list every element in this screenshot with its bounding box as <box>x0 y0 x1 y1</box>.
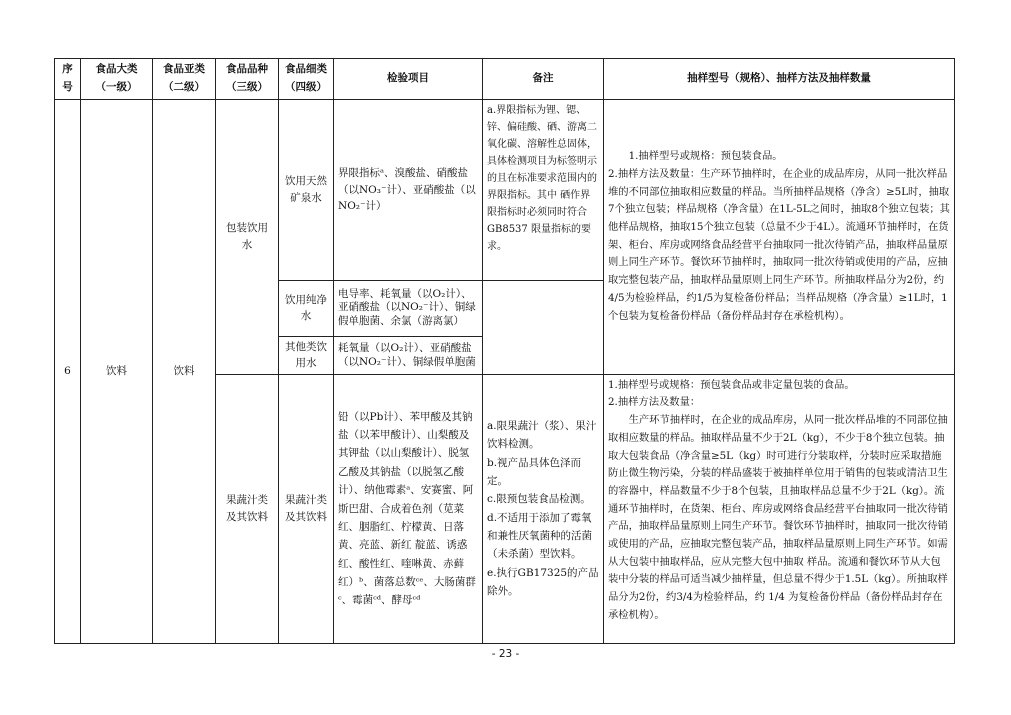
juice-sampling-line-1: 1.抽样型号或规格：预包装食品或非定量包装的食品。 <box>608 378 855 391</box>
header-row <box>55 59 955 100</box>
juice-sampling <box>604 374 955 643</box>
water-remarks: a.界限指标为锂、锶、锌、偏硅酸、硒、游离二氧化碳、溶解性总固体，具体检测项目为标签明示的且在标准要求范围内的界限指标。其中 硒作界限指标时必须同时符合 GB8537 限量指标的要求。 <box>483 99 604 280</box>
category-1-cell: 饮料 <box>81 99 153 643</box>
sampling-table <box>54 58 955 644</box>
juice-category-4-cell: 果蔬汁类 及其饮料 <box>279 374 334 643</box>
purified-water-cell: 饮用纯净 水 <box>279 280 334 336</box>
purified-water-items: 电导率、耗氧量（以O₂计）、亚硝酸盐（以NO₂⁻计）、铜绿假单胞菌、余氯（游离氯） <box>334 280 483 336</box>
water-category-3-cell: 包装饮用 水 <box>216 99 279 374</box>
header-test-items: 检验项目 <box>334 59 483 100</box>
category-2-cell: 饮料 <box>153 99 216 643</box>
other-water-items: 耗氧量（以O₂计）、亚硝酸盐（以NO₂⁻计）、铜绿假单胞菌 <box>334 336 483 374</box>
mineral-water-cell: 饮用天然 矿泉水 <box>279 99 334 280</box>
header-category-2: 食品亚类 （二级） <box>153 59 216 100</box>
water-remarks-empty <box>483 280 604 374</box>
juice-sampling-line-3: 生产环节抽样时，在企业的成品库房，从同一批次样品堆的不同部位抽取相应数量的样品。抽取样品量不少于2L（kg），不少于8个独立包装。抽取大包装食品（净含量≥5L（kg）时可进行分装取样，分装时应采取措施防止微生物污染，分装的样品盛装于被抽样单位用于销售的包装或清洁卫生的容器中，样品数量不少于8个包装，且抽取样品总量不少于2L（kg）。流通环节抽样时，在货架、柜台、库房或网络食品经营平台抽取同一批次待销产品，抽取样品量原则上同生产环节。餐饮环节抽样时，抽取同一批次待销或使用的产品，应抽取完整包装产品，抽取样品量原则上同生产环节。如需从大包装中抽取样品，应从完整大包中抽取 样品。流通和餐饮环节从大包装中分装的样品可适当减少抽样量，但总量不得少于1.5L（kg）。所抽取样品分为2份，约3/4为检验样品，约 1/4 为复检备份样品（备份样品封存在承检机构）。 <box>608 414 948 621</box>
header-remarks: 备注 <box>483 59 604 100</box>
juice-remarks: a.限果蔬汁（浆）、果汁饮料检测。 b.视产品具体色泽而定。 c.限预包装食品检测。 d.不适用于添加了霉氧和兼性厌氧菌种的活菌（未杀菌）型饮料。 e.执行GB17325的产品除外。 <box>483 374 604 643</box>
other-water-cell: 其他类饮 用水 <box>279 336 334 374</box>
header-category-1: 食品大类 （一级） <box>81 59 153 100</box>
header-category-4: 食品细类 （四级） <box>279 59 334 100</box>
juice-items: 铅（以Pb计）、苯甲酸及其钠盐（以苯甲酸计）、山梨酸及其钾盐（以山梨酸计）、脱氢乙酸及其钠盐（以脱氢乙酸计）、纳他霉素ᵃ、安赛蜜、阿斯巴甜、合成着色剂（苋菜红、胭脂红、柠檬黄、日落黄、亮蓝、新红 靛蓝、诱惑红、酸性红、喹啉黄、赤藓红）ᵇ、菌落总数ᶜᵉ、大肠菌群ᶜ、霉菌ᶜᵈ、酵母ᶜᵈ <box>334 374 483 643</box>
juice-category-3-cell: 果蔬汁类 及其饮料 <box>216 374 279 643</box>
juice-sampling-line-2: 2.抽样方法及数量： <box>608 396 701 409</box>
header-no: 序 号 <box>55 59 81 100</box>
mineral-water-items: 界限指标ᵃ、溴酸盐、硝酸盐（以NO₃⁻计）、亚硝酸盐（以NO₂⁻计） <box>334 99 483 280</box>
header-sampling: 抽样型号（规格）、抽样方法及抽样数量 <box>604 59 955 100</box>
header-category-3: 食品品种 （三级） <box>216 59 279 100</box>
table-row <box>55 99 955 280</box>
row-number: 6 <box>55 99 81 643</box>
water-sampling: 1.抽样型号或规格：预包装食品。 2.抽样方法及数量：生产环节抽样时，在企业的成品库房，从同一批次样品堆的不同部位抽取相应数量的样品。当所抽样品规格（净含）≥5L时，抽取7个独立包装；样品规格（净含量）在1L-5L之间时，抽取8个独立包装；其他样品规格，抽取15个独立包装（总量不少于4L）。流通环节抽样时，在货架、柜台、库房或网络食品经营平台抽取同一批次待销产品，抽取样品量原则上同生产环节。餐饮环节抽样时，抽取同一批次待销或使用的产品，应抽取完整包装产品，抽取样品量原则上同生产环节。所抽取样品分为2份，约4/5为检验样品，约1/5为复检备份样品；当样品规格（净含量）≥1L时，1个包装为复检备份样品（备份样品封存在承检机构）。 <box>604 99 955 374</box>
page-number: - 23 - <box>491 648 520 660</box>
